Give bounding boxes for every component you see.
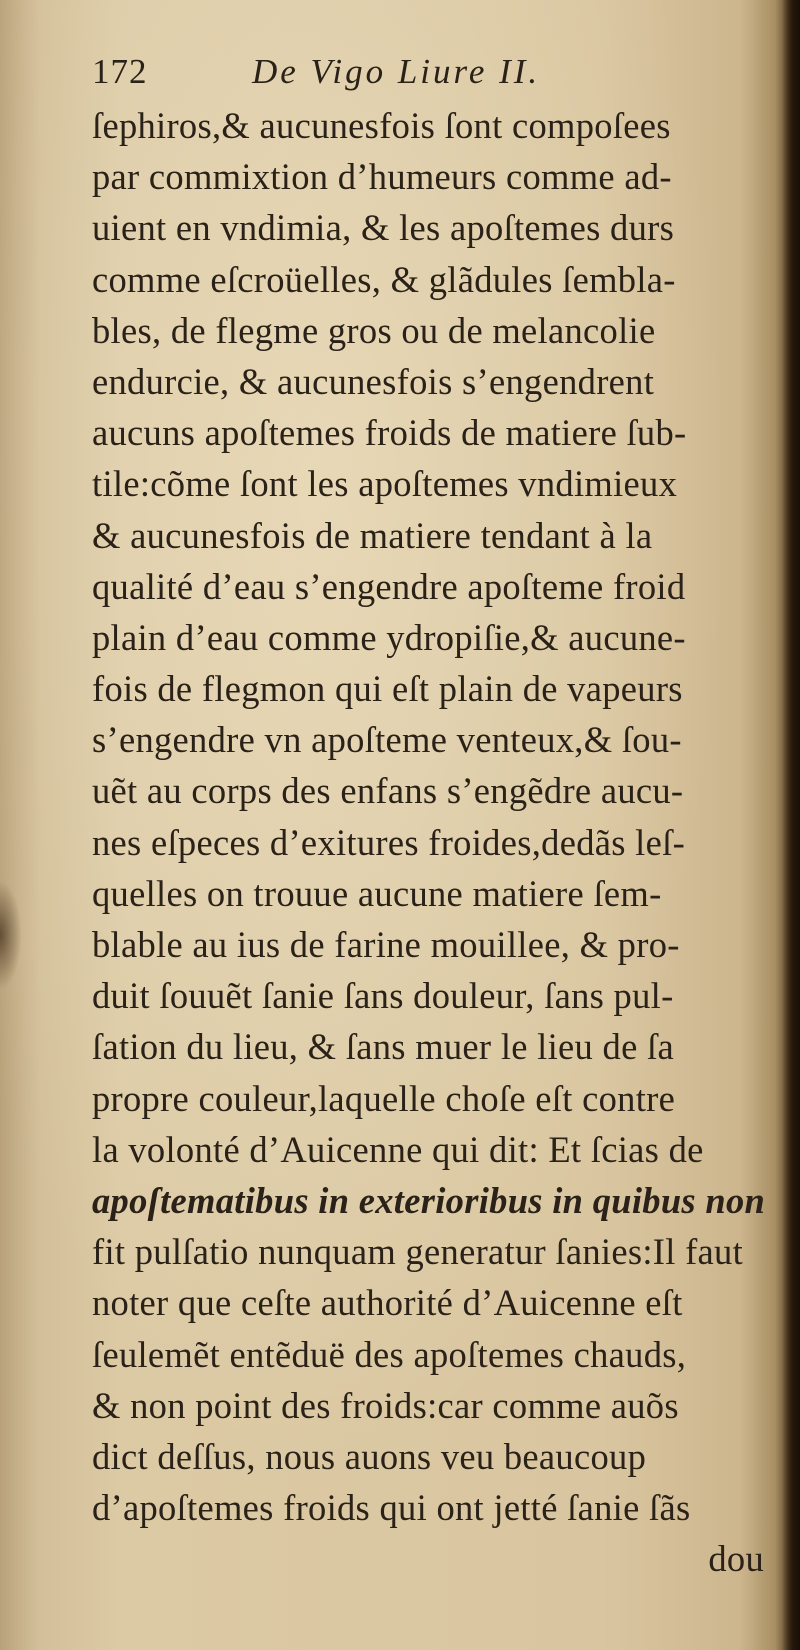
text-line: & aucunesfois de matiere tendant à la <box>92 514 653 556</box>
text-line: fit pulſatio nunquam generatur ſanies:Il faut <box>92 1231 744 1273</box>
latin-quote-line: apoſtematibus in exterioribus in quibus non <box>92 1179 766 1221</box>
page-number: 172 <box>92 52 148 91</box>
text-line: propre couleur,laquelle choſe eſt contre <box>92 1077 676 1119</box>
text-line: noter que ceſte authorité d’Auicenne eſt <box>92 1282 683 1324</box>
text-line: endurcie, & aucunesfois s’engendrent <box>92 360 655 402</box>
text-line: uient en vndimia, & les apoſtemes durs <box>92 207 675 249</box>
text-line: bles, de flegme gros ou de melancolie <box>92 309 656 351</box>
text-line: dict deſſus, nous auons veu beaucoup <box>92 1435 647 1477</box>
running-title: De Vigo Liure II. <box>252 52 541 91</box>
text-line: fois de flegmon qui eſt plain de vapeurs <box>92 668 683 710</box>
binding-shadow <box>782 0 800 1650</box>
text-line: & non point des froids:car comme auõs <box>92 1384 679 1426</box>
text-line: aucuns apoſtemes froids de matiere ſub- <box>92 412 687 454</box>
text-line: duit ſouuẽt ſanie ſans douleur, ſans pul- <box>92 975 674 1017</box>
text-line: nes eſpeces d’exitures froides,dedãs leſ- <box>92 821 686 863</box>
catchword: dou <box>708 1538 764 1580</box>
text-line: comme eſcroüelles, & glãdules ſembla- <box>92 258 676 300</box>
text-line: ſation du lieu, & ſans muer le lieu de ſa <box>92 1026 674 1068</box>
text-line: blable au ius de farine mouillee, & pro- <box>92 924 680 965</box>
page-header <box>92 52 772 100</box>
text-line: ſephiros,& aucunesfois ſont compoſees <box>92 105 671 146</box>
page-content <box>92 52 772 1584</box>
text-line: par commixtion d’humeurs comme ad- <box>92 156 672 198</box>
text-line: qualité d’eau s’engendre apoſteme froid <box>92 565 686 607</box>
text-line: tile:cõme ſont les apoſtemes vndimieux <box>92 463 678 505</box>
text-line: la volonté d’Auicenne qui dit: Et ſcias de <box>92 1128 704 1170</box>
text-line: ſeulemẽt entẽduë des apoſtemes chauds, <box>92 1333 687 1375</box>
text-line: d’apoſtemes froids qui ont jetté ſanie ſãs <box>92 1487 691 1529</box>
text-line: uẽt au corps des enfans s’engẽdre aucu- <box>92 770 684 812</box>
text-line: plain d’eau comme ydropiſie,& aucune- <box>92 616 686 658</box>
text-line: quelles on trouue aucune matiere ſem- <box>92 872 662 914</box>
margin-stain <box>0 880 22 990</box>
text-line: s’engendre vn apoſteme venteux,& ſou- <box>92 719 682 761</box>
